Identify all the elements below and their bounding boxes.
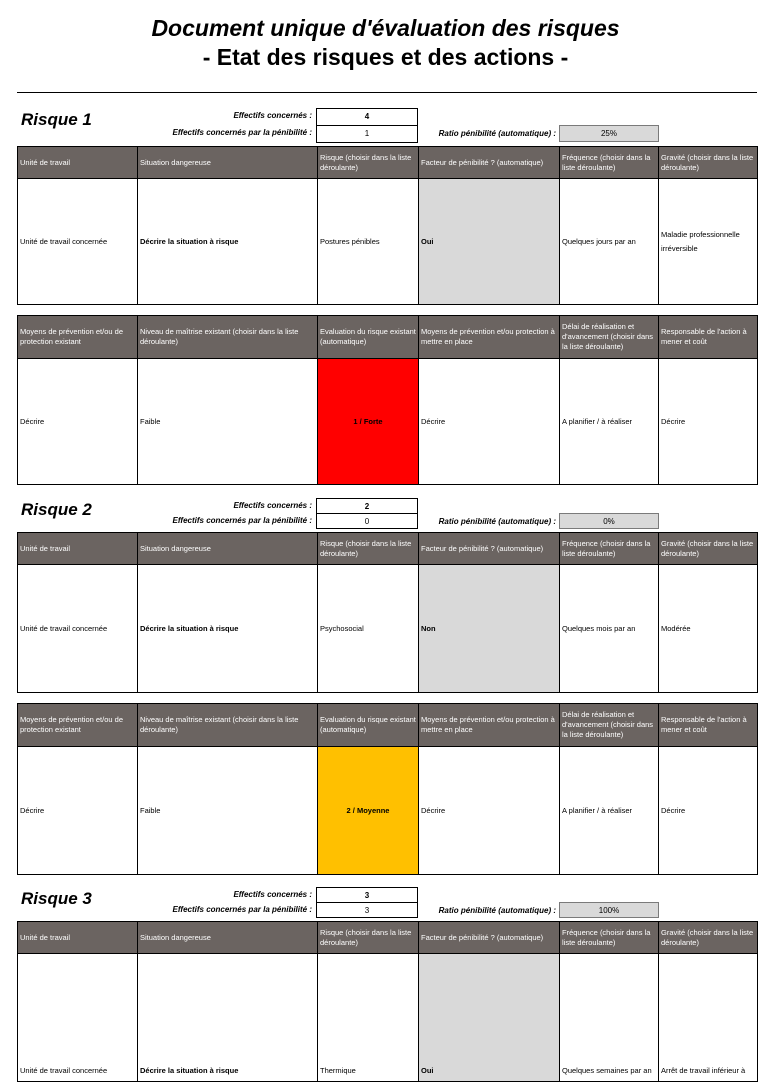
frequence-cell[interactable]: Quelques jours par an bbox=[560, 179, 659, 305]
responsable-cell[interactable]: Décrire bbox=[659, 747, 758, 875]
header-cell: Moyens de prévention et/ou de protection existant bbox=[18, 704, 138, 747]
header-cell: Facteur de pénibilité ? (automatique) bbox=[419, 533, 560, 565]
situation-cell[interactable]: Décrire la situation à risque bbox=[138, 565, 318, 693]
risk-table-2 bbox=[17, 532, 758, 693]
data-row bbox=[18, 359, 758, 485]
header-cell: Facteur de pénibilité ? (automatique) bbox=[419, 922, 560, 954]
effectifs-penibilite-cell[interactable]: 1 bbox=[316, 125, 418, 143]
effectifs-penibilite-label: Effectifs concernés par la pénibilité : bbox=[172, 128, 312, 137]
effectifs-label: Effectifs concernés : bbox=[233, 501, 312, 510]
risk-title: Risque 1 bbox=[21, 110, 92, 129]
title-line: Document unique d'évaluation des risques bbox=[151, 15, 620, 41]
moyens-a-mettre-cell[interactable]: Décrire bbox=[419, 747, 560, 875]
evaluation-cell: 2 / Moyenne bbox=[318, 747, 419, 875]
header-cell: Facteur de pénibilité ? (automatique) bbox=[419, 147, 560, 179]
header-cell: Evaluation du risque existant (automatique) bbox=[318, 704, 419, 747]
header-cell: Gravité (choisir dans la liste déroulante) bbox=[659, 922, 758, 954]
situation-cell[interactable]: Décrire la situation à risque bbox=[138, 179, 318, 305]
ratio-label: Ratio pénibilité (automatique) : bbox=[438, 906, 556, 915]
risque-cell[interactable]: Postures pénibles bbox=[318, 179, 419, 305]
ratio-cell: 0% bbox=[559, 513, 659, 529]
header-cell: Gravité (choisir dans la liste déroulante) bbox=[659, 533, 758, 565]
header-cell: Risque (choisir dans la liste déroulante) bbox=[318, 533, 419, 565]
risk-table-1 bbox=[17, 146, 758, 305]
effectifs-penibilite-label: Effectifs concernés par la pénibilité : bbox=[172, 516, 312, 525]
title-divider bbox=[17, 92, 757, 93]
header-cell: Unité de travail bbox=[18, 533, 138, 565]
header-cell: Fréquence (choisir dans la liste déroulante) bbox=[560, 533, 659, 565]
effectifs-label: Effectifs concernés : bbox=[233, 890, 312, 899]
gravite-cell[interactable]: Modérée bbox=[659, 565, 758, 693]
header-row bbox=[18, 922, 758, 954]
effectifs-penibilite-cell[interactable]: 3 bbox=[316, 902, 418, 918]
header-cell: Fréquence (choisir dans la liste déroulante) bbox=[560, 147, 659, 179]
header-cell: Risque (choisir dans la liste déroulante) bbox=[318, 922, 419, 954]
document-title bbox=[0, 14, 767, 72]
header-cell: Moyens de prévention et/ou de protection existant bbox=[18, 316, 138, 359]
header-cell: Gravité (choisir dans la liste déroulante) bbox=[659, 147, 758, 179]
risk-table-3 bbox=[17, 921, 758, 1082]
data-row bbox=[18, 565, 758, 693]
effectifs-cell[interactable]: 3 bbox=[316, 887, 418, 903]
header-cell: Responsable de l'action à mener et coût bbox=[659, 704, 758, 747]
penibilite-cell: Oui bbox=[419, 179, 560, 305]
header-cell: Risque (choisir dans la liste déroulante) bbox=[318, 147, 419, 179]
penibilite-cell: Non bbox=[419, 565, 560, 693]
header-row bbox=[18, 533, 758, 565]
risque-cell[interactable]: Thermique bbox=[318, 954, 419, 1082]
header-cell: Moyens de prévention et/ou protection à mettre en place bbox=[419, 704, 560, 747]
moyens-existants-cell[interactable]: Décrire bbox=[18, 359, 138, 485]
header-cell: Niveau de maîtrise existant (choisir dans la liste déroulante) bbox=[138, 316, 318, 359]
moyens-a-mettre-cell[interactable]: Décrire bbox=[419, 359, 560, 485]
moyens-existants-cell[interactable]: Décrire bbox=[18, 747, 138, 875]
responsable-cell[interactable]: Décrire bbox=[659, 359, 758, 485]
maitrise-cell[interactable]: Faible bbox=[138, 359, 318, 485]
evaluation-cell: 1 / Forte bbox=[318, 359, 419, 485]
gravite-cell[interactable]: Maladie professionnelle irréversible bbox=[659, 179, 758, 305]
header-cell: Niveau de maîtrise existant (choisir dans la liste déroulante) bbox=[138, 704, 318, 747]
frequence-cell[interactable]: Quelques semaines par an bbox=[560, 954, 659, 1082]
situation-cell[interactable]: Décrire la situation à risque bbox=[138, 954, 318, 1082]
delai-cell[interactable]: A planifier / à réaliser bbox=[560, 359, 659, 485]
unite-cell[interactable]: Unité de travail concernée bbox=[18, 179, 138, 305]
risk-title: Risque 2 bbox=[21, 500, 92, 519]
risque-cell[interactable]: Psychosocial bbox=[318, 565, 419, 693]
effectifs-penibilite-cell[interactable]: 0 bbox=[316, 513, 418, 529]
effectifs-cell[interactable]: 4 bbox=[316, 108, 418, 126]
delai-cell[interactable]: A planifier / à réaliser bbox=[560, 747, 659, 875]
action-table-1 bbox=[17, 315, 758, 485]
header-row bbox=[18, 316, 758, 359]
penibilite-cell: Oui bbox=[419, 954, 560, 1082]
header-cell: Responsable de l'action à mener et coût bbox=[659, 316, 758, 359]
header-cell: Situation dangereuse bbox=[138, 147, 318, 179]
effectifs-label: Effectifs concernés : bbox=[233, 111, 312, 120]
header-cell: Fréquence (choisir dans la liste déroulante) bbox=[560, 922, 659, 954]
header-cell: Unité de travail bbox=[18, 147, 138, 179]
ratio-label: Ratio pénibilité (automatique) : bbox=[438, 129, 556, 138]
header-cell: Evaluation du risque existant (automatique) bbox=[318, 316, 419, 359]
header-cell: Situation dangereuse bbox=[138, 533, 318, 565]
data-row bbox=[18, 179, 758, 305]
subtitle-line: - Etat des risques et des actions - bbox=[202, 44, 569, 70]
header-cell: Délai de réalisation et d'avancement (choisir dans la liste déroulante) bbox=[560, 316, 659, 359]
header-cell: Situation dangereuse bbox=[138, 922, 318, 954]
effectifs-cell[interactable]: 2 bbox=[316, 498, 418, 514]
header-cell: Unité de travail bbox=[18, 922, 138, 954]
ratio-cell: 25% bbox=[559, 125, 659, 142]
header-cell: Délai de réalisation et d'avancement (choisir dans la liste déroulante) bbox=[560, 704, 659, 747]
maitrise-cell[interactable]: Faible bbox=[138, 747, 318, 875]
unite-cell[interactable]: Unité de travail concernée bbox=[18, 954, 138, 1082]
header-row bbox=[18, 704, 758, 747]
data-row bbox=[18, 747, 758, 875]
risk-title: Risque 3 bbox=[21, 889, 92, 908]
effectifs-penibilite-label: Effectifs concernés par la pénibilité : bbox=[172, 905, 312, 914]
frequence-cell[interactable]: Quelques mois par an bbox=[560, 565, 659, 693]
action-table-2 bbox=[17, 703, 758, 875]
header-row bbox=[18, 147, 758, 179]
unite-cell[interactable]: Unité de travail concernée bbox=[18, 565, 138, 693]
ratio-cell: 100% bbox=[559, 902, 659, 918]
ratio-label: Ratio pénibilité (automatique) : bbox=[438, 517, 556, 526]
data-row bbox=[18, 954, 758, 1082]
header-cell: Moyens de prévention et/ou protection à mettre en place bbox=[419, 316, 560, 359]
gravite-cell[interactable]: Arrêt de travail inférieur à bbox=[659, 954, 758, 1082]
